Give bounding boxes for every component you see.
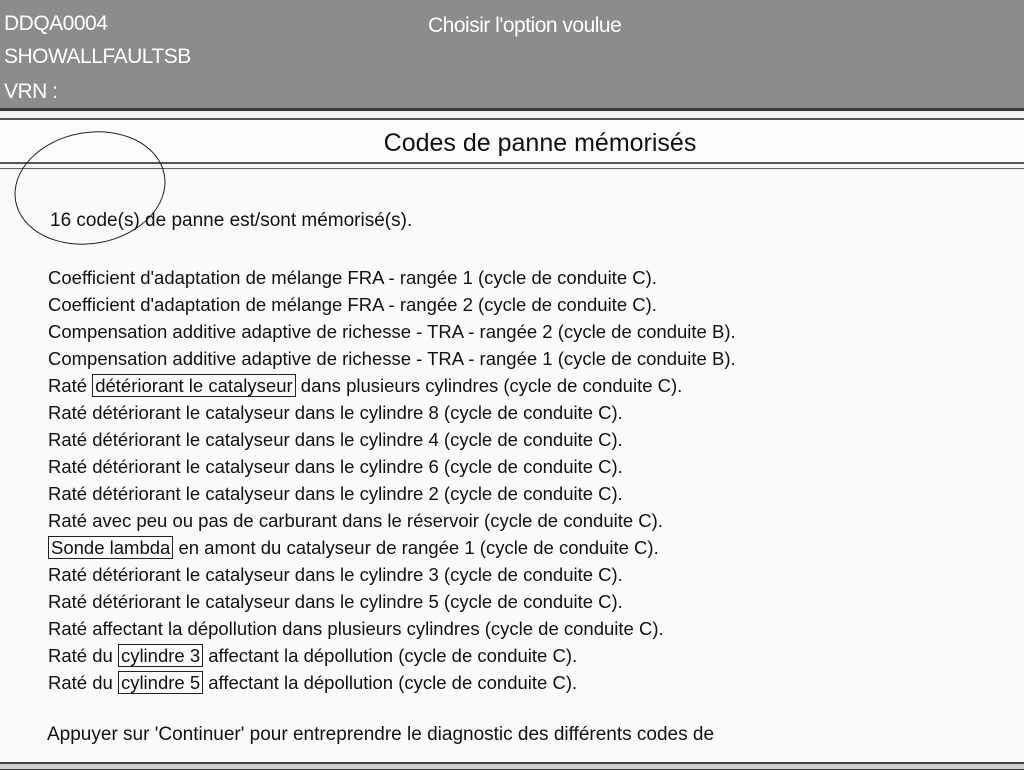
page-title: Codes de panne mémorisés	[383, 129, 697, 157]
header-instruction: Choisir l'option voulue	[428, 14, 622, 37]
fault-code-text: Raté du	[48, 645, 118, 666]
fault-code-text: Raté détériorant le catalyseur dans le cylindre 4 (cycle de conduite C).	[48, 429, 623, 450]
handwritten-box-annotation: Sonde lambda	[48, 536, 173, 559]
fault-code-item	[48, 399, 736, 426]
fault-code-text: affectant la dépollution (cycle de conduite C).	[203, 672, 578, 693]
handwritten-box-annotation: détériorant le catalyseur	[92, 374, 295, 397]
fault-code-item	[48, 507, 736, 534]
fault-code-item	[48, 426, 736, 453]
fault-code-text: Compensation additive adaptive de richesse - TRA - rangée 1 (cycle de conduite B).	[48, 348, 736, 369]
fault-code-item	[48, 642, 736, 669]
fault-list-panel	[0, 172, 1024, 762]
fault-code-list	[48, 264, 736, 696]
screen-name: SHOWALLFAULTSB	[4, 45, 191, 68]
fault-code-text: Raté	[48, 375, 93, 396]
fault-code-text: Raté détériorant le catalyseur dans le cylindre 8 (cycle de conduite C).	[48, 402, 623, 423]
handwritten-box-annotation: cylindre 3	[118, 644, 203, 667]
fault-code-item	[48, 291, 736, 318]
fault-code-text: Raté affectant la dépollution dans plusieurs cylindres (cycle de conduite C).	[48, 618, 664, 639]
fault-code-text: Coefficient d'adaptation de mélange FRA - rangée 1 (cycle de conduite C).	[48, 267, 657, 288]
bottom-divider	[0, 762, 1024, 770]
fault-code-text: Coefficient d'adaptation de mélange FRA - rangée 2 (cycle de conduite C).	[48, 294, 657, 315]
fault-code-item	[48, 534, 736, 561]
app-header	[0, 0, 1024, 111]
fault-code-text: Raté détériorant le catalyseur dans le cylindre 6 (cycle de conduite C).	[48, 456, 623, 477]
screen-code: DDQA0004	[4, 12, 108, 35]
fault-code-text: Raté détériorant le catalyseur dans le cylindre 3 (cycle de conduite C).	[48, 564, 623, 585]
fault-code-item	[48, 345, 736, 372]
fault-count-text: 16 code(s) de panne est/sont mémorisé(s).	[50, 210, 413, 231]
fault-code-item	[48, 264, 736, 291]
fault-code-item	[48, 561, 736, 588]
fault-code-text: Raté du	[48, 672, 118, 693]
fault-code-item	[48, 318, 736, 345]
fault-code-item	[48, 669, 736, 696]
fault-code-item	[48, 372, 736, 399]
fault-code-text: Raté détériorant le catalyseur dans le cylindre 2 (cycle de conduite C).	[48, 483, 623, 504]
fault-code-text: Raté avec peu ou pas de carburant dans le réservoir (cycle de conduite C).	[48, 510, 663, 531]
fault-code-text: en amont du catalyseur de rangée 1 (cycle de conduite C).	[173, 537, 659, 558]
fault-code-item	[48, 453, 736, 480]
continue-instruction: Appuyer sur 'Continuer' pour entreprendre le diagnostic des différents codes de	[47, 724, 715, 745]
fault-code-text: affectant la dépollution (cycle de conduite C).	[203, 645, 578, 666]
fault-code-text: Compensation additive adaptive de richesse - TRA - rangée 2 (cycle de conduite B).	[48, 321, 736, 342]
fault-code-text: dans plusieurs cylindres (cycle de conduite C).	[295, 375, 683, 396]
fault-code-text: Raté détériorant le catalyseur dans le cylindre 5 (cycle de conduite C).	[48, 591, 623, 612]
fault-code-item	[48, 588, 736, 615]
vrn-label: VRN :	[4, 80, 58, 103]
fault-code-item	[48, 480, 736, 507]
handwritten-box-annotation: cylindre 5	[118, 671, 203, 694]
fault-code-item	[48, 615, 736, 642]
